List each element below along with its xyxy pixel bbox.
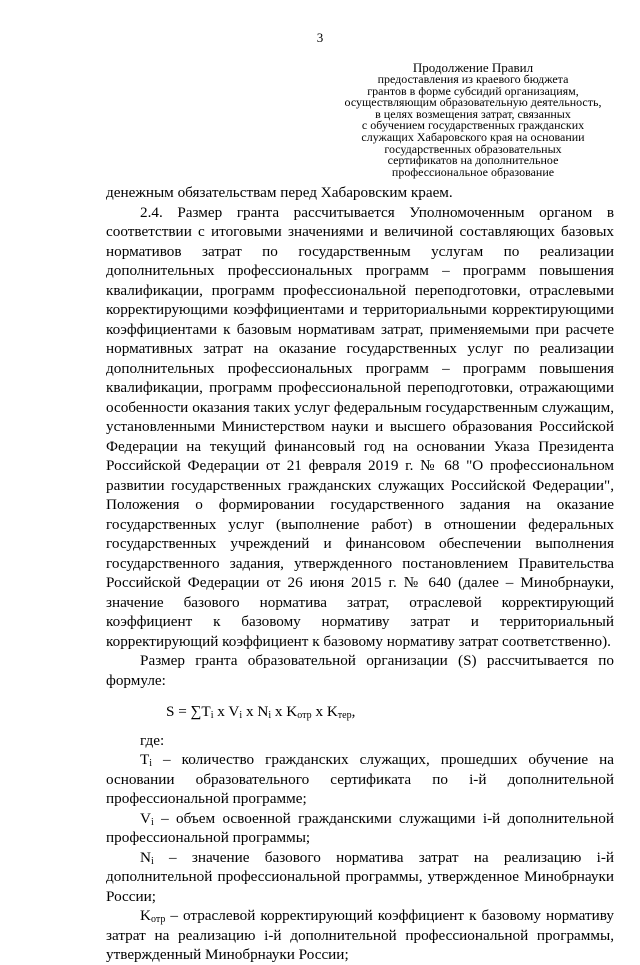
definition-item	[106, 906, 614, 965]
definition-subscript: i	[149, 758, 153, 769]
definition-text: – количество гражданских служащих, прошедших обучение на основании образовательного сертификата по i-й дополнительной профессиональной программе;	[106, 751, 614, 807]
formula-subscript: i	[210, 710, 214, 721]
definition-subscript: i	[150, 855, 154, 867]
body-text	[106, 183, 614, 965]
definition-subscript: i	[150, 816, 154, 828]
formula-part: x V	[213, 703, 240, 720]
header-line: в целях возмещения затрат, связанных	[375, 106, 571, 121]
paragraph-formula-intro: Размер гранта образовательной организации (S) рассчитывается по формуле:	[106, 652, 614, 689]
formula-subscript: i	[268, 710, 272, 721]
definition-text: – отраслевой корректирующий коэффициент к базовому нормативу затрат на реализацию i-й дополнительной профессиональной программы, утвержденный Минобрнауки России;	[106, 907, 614, 963]
definition-subscript: отр	[150, 914, 166, 925]
page-number: 3	[316, 30, 324, 45]
paragraph-continuation: денежным обязательствам перед Хабаровским краем.	[106, 184, 453, 201]
formula-subscript: тер	[337, 710, 352, 721]
header-line: сертификатов на дополнительное	[387, 153, 559, 168]
header-line: профессиональное образование	[391, 164, 555, 179]
paragraph-grant-size: 2.4. Размер гранта рассчитывается Уполномоченным органом в соответствии с итоговыми значениями и величиной составляющих базовых нормативов затрат по государственным услугам по реализации дополнительных профессиональных программ – программ повышения квалификации, программ профессиональной переподготовки, отраслевыми корректирующими коэффициентами и территориальными корректирующими коэффициентами к базовым нормативам затрат, применяемыми при расчете нормативных затрат на оказание государственных услуг по реализации дополнительных профессиональных программ – программ повышения квалификации, программ профессиональной переподготовки, отражающими особенности оказания таких услуг федеральным государственным служащим, установленными Министерством науки и высшего образования Российской Федерации на текущий финансовый год на основании Указа Президента Российской Федерации от 21 февраля 2019 г. № 68 "О профессиональном развитии государственных гражданских служащих Российской Федерации", Положения о формировании государственного задания на оказание государственных услуг (выполнение работ) в отношении федеральных государственных учреждений и финансовом обеспечении выполнения государственного задания, утвержденного постановлением Правительства Российской Федерации от 26 июня 2015 г. № 640 (далее – Минобрнауки, значение базового норматива затрат, отраслевой корректирующий коэффициент к базовому нормативу затрат и территориальный корректирующий коэффициент к базовому нормативу затрат соответственно).	[106, 203, 614, 650]
definition-symbol: K	[140, 907, 151, 924]
header-line: с обучением государственных гражданских	[361, 118, 585, 133]
definition-text: – значение базового норматива затрат на реализацию i-й дополнительной профессиональной программы, утвержденное Минобрнауки России;	[106, 848, 614, 905]
formula-part: x K	[311, 703, 338, 720]
header-line: предоставления из краевого бюджета	[377, 72, 569, 86]
continuation-header	[330, 61, 616, 178]
header-line: служащих Хабаровского края на основании	[361, 129, 585, 144]
header-line: государственных образовательных	[384, 141, 562, 156]
formula-subscript: отр	[297, 710, 312, 721]
definition-text: – объем освоенной гражданскими служащими i-й дополнительной профессиональной программы;	[106, 809, 614, 846]
definition-item	[106, 809, 614, 848]
where-label: где:	[140, 731, 165, 749]
definition-item	[106, 848, 614, 907]
header-line: грантов в форме субсидий организациям,	[367, 83, 579, 98]
formula-part: x K	[271, 703, 298, 720]
definition-symbol: T	[140, 751, 150, 768]
formula-part: x N	[242, 703, 269, 720]
definition-item	[106, 750, 614, 809]
definition-symbol: V	[140, 809, 151, 827]
formula-subscript: i	[239, 710, 243, 721]
header-line: Продолжение Правил	[412, 60, 534, 75]
formula-part: ,	[351, 703, 356, 720]
definition-symbol: N	[140, 848, 151, 866]
formula-part: S = ∑T	[166, 703, 211, 720]
grant-formula	[106, 702, 614, 722]
header-line: осуществляющим образовательную деятельность,	[344, 95, 602, 110]
